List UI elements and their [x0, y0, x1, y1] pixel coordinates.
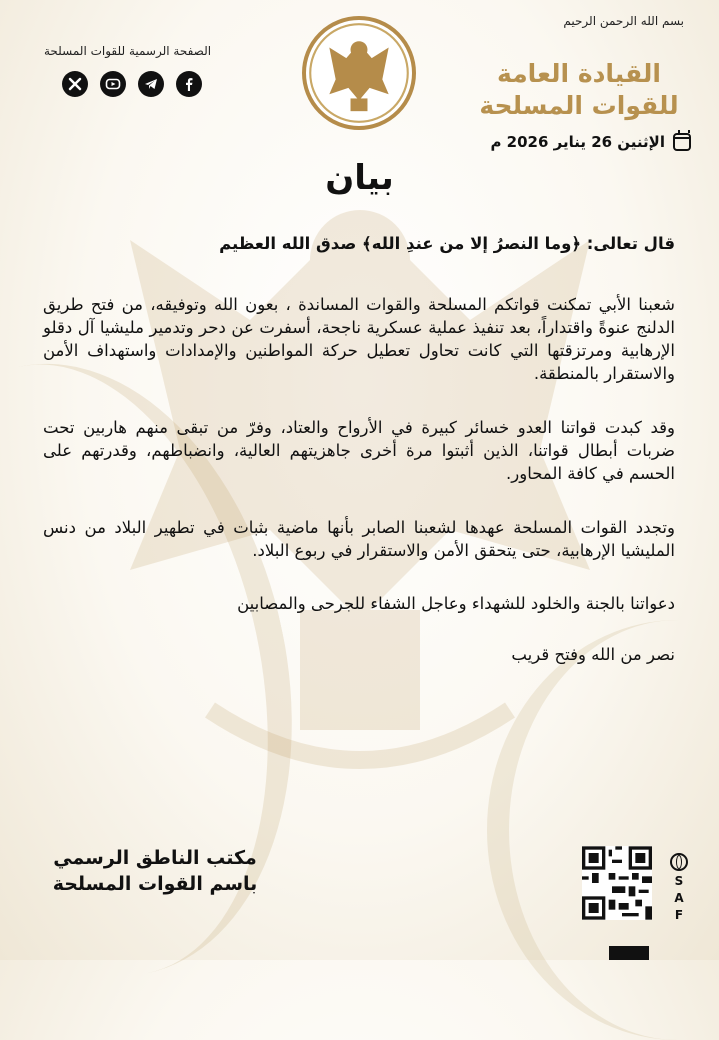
- paragraph-3: وتجدد القوات المسلحة عهدها لشعبنا الصابر بأنها ماضية بثبات في تطهير البلاد من دنس المليشيا الإرهابية، حتى يتحقق الأمن والاستقرار في ربوع البلاد.: [43, 518, 675, 560]
- saf-letter-a: A: [674, 891, 684, 905]
- spokesman-line1: مكتب الناطق الرسمي: [53, 847, 257, 869]
- official-page-label: الصفحة الرسمية للقوات المسلحة: [44, 44, 212, 58]
- date-row: [490, 133, 691, 151]
- youtube-icon[interactable]: [100, 71, 126, 97]
- org-name: [469, 58, 689, 122]
- saf-letter-s: S: [674, 874, 684, 888]
- spokesman-office: [40, 845, 270, 897]
- armed-forces-emblem: [302, 16, 416, 130]
- calendar-icon: [673, 133, 691, 151]
- statement-date: الإثنين 26 يناير 2026 م: [490, 133, 665, 151]
- corner-decoration: [609, 946, 649, 960]
- quran-verse: قال تعالى: ﴿وما النصرُ إلا من عندِ الله﴾ صدق الله العظيم: [219, 234, 675, 253]
- statement-body: [43, 232, 675, 666]
- org-name-line1: القيادة العامة: [497, 59, 661, 88]
- org-name-line2: للقوات المسلحة: [479, 91, 679, 120]
- social-icons: [62, 71, 202, 97]
- paragraph-5: نصر من الله وفتح قريب: [511, 645, 675, 664]
- paragraph-1: شعبنا الأبي تمكنت قواتكم المسلحة والقوات المساندة ، بعون الله وتوفيقه، من فتح طريق الدلنج عنوةً واقتداراً، بعد تنفيذ عملية عسكرية ناجحة، أسفرت عن دحر وتدمير مليشيا آل دقلو الإرهابية ومرتزقتها التي كانت تحاول تعطيل حركة المواطنين والإمدادات واستهداف الأمن والاستقرار بالمنطقة.: [43, 295, 675, 383]
- statement-title: بيان: [325, 158, 394, 198]
- saf-letter-f: F: [674, 908, 684, 922]
- saf-logo: [670, 853, 688, 922]
- paragraph-2: وقد كبدت قواتنا العدو خسائر كبيرة في الأرواح والعتاد، وفرّ من تبقى منهم هاربين تحت ضربات أبطال قواتنا، الذين أثبتوا مرة أخرى جاهزيتهم العالية، وانضباطهم، وقدرتهم على الحسم في كافة المحاور.: [43, 418, 675, 483]
- telegram-icon[interactable]: [138, 71, 164, 97]
- facebook-icon[interactable]: [176, 71, 202, 97]
- qr-code[interactable]: [582, 846, 652, 920]
- spokesman-line2: باسم القوات المسلحة: [52, 873, 258, 895]
- basmala: بسم الله الرحمن الرحيم: [563, 14, 684, 28]
- background-swoosh-right: [487, 620, 719, 1040]
- globe-icon: [670, 853, 688, 871]
- x-icon[interactable]: [62, 71, 88, 97]
- paragraph-4: دعواتنا بالجنة والخلود للشهداء وعاجل الشفاء للجرحى والمصابين: [237, 594, 675, 613]
